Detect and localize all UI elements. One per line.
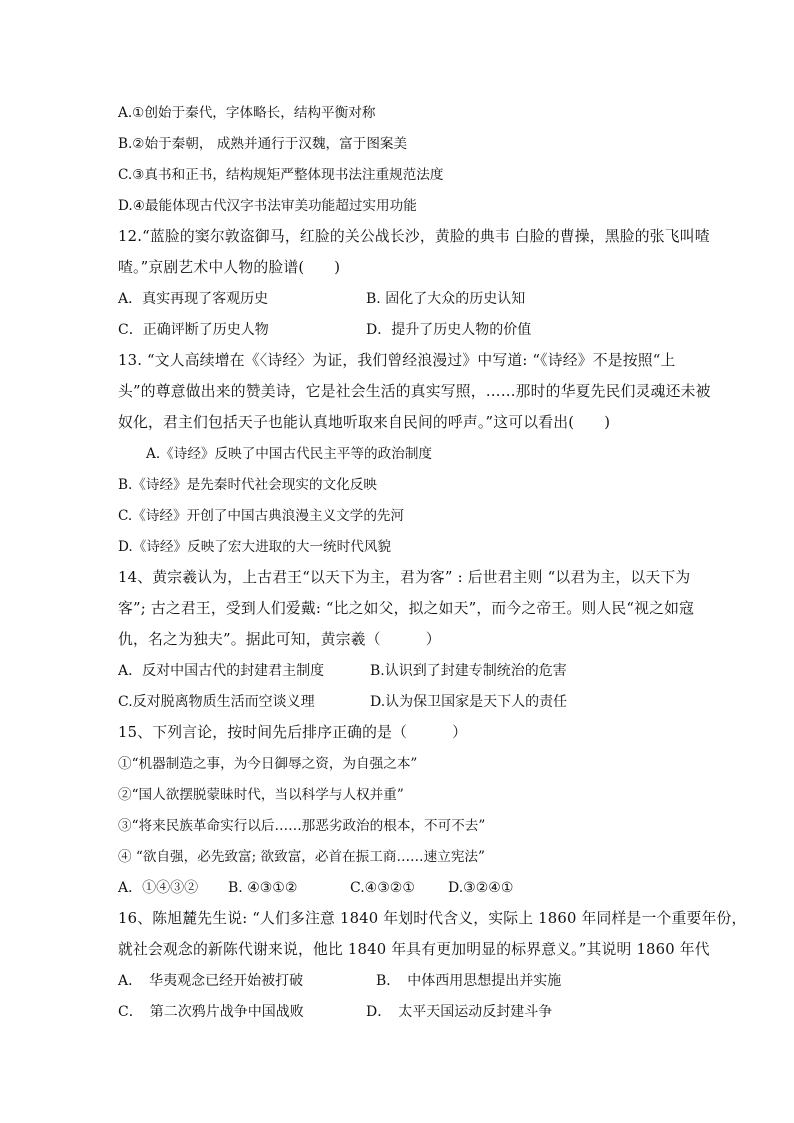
q14-option-c: C.反对脱离物质生活而空谈义理 <box>118 694 315 710</box>
q11-option-d: D.④最能体现古代汉字书法审美功能超过实用功能 <box>118 198 417 214</box>
q14-option-a: A．反对中国古代的封建君主制度 <box>118 663 325 679</box>
q16-stem-line-2: 就社会观念的新陈代谢来说，他比 1840 年具有更加明显的标界意义。”其说明 1860 年代 <box>118 941 710 958</box>
q12-option-c: C．正确评断了历史人物 <box>118 322 269 338</box>
q13-option-a: A.《诗经》反映了中国古代民主平等的政治制度 <box>146 446 433 462</box>
q16-stem-line-1: 16、陈旭麓先生说: “人们多注意 1840 年划时代含义，实际上 1860 年同样是一个重要年份， <box>118 910 747 927</box>
q12-stem-line-1: 12.“蓝脸的窦尔敦盗御马，红脸的关公战长沙，黄脸的典韦 白脸的曹操，黑脸的张飞叫喳 <box>118 228 710 245</box>
q12-options-row-1 <box>118 289 718 309</box>
q16-option-d: D． 太平天国运动反封建斗争 <box>366 1004 553 1020</box>
q14-option-d: D.认为保卫国家是天下人的责任 <box>370 694 568 710</box>
q13-option-c: C.《诗经》开创了中国古典浪漫主义文学的先河 <box>118 508 405 524</box>
q11-option-b: B.②始于秦朝， 成熟并通行于汉魏，富于图案美 <box>118 136 408 152</box>
q14-option-b: B.认识到了封建专制统治的危害 <box>370 663 567 679</box>
q14-options-row-1 <box>118 661 718 681</box>
q12-option-d: D．提升了历史人物的价值 <box>366 322 532 338</box>
q14-stem-line-1: 14、黄宗羲认为，上古君王“以天下为主，君为客” : 后世君主则 “以君为主，以天下为 <box>118 569 691 586</box>
q16-options-row-1 <box>118 971 718 991</box>
q16-options-row-2 <box>118 1002 718 1022</box>
q14-stem-line-2: 客”; 古之君王，受到人们爱戴: “比之如父，拟之如天”，而今之帝王。则人民“视之如寇 <box>118 600 695 617</box>
q15-item-3: ③“将来民族革命实行以后……那恶劣政治的根本，不可不去” <box>118 818 486 834</box>
q15-options-row <box>118 878 718 898</box>
q16-option-a: A． 华夷观念已经开始被打破 <box>118 973 304 989</box>
q12-option-a: A．真实再现了客观历史 <box>118 291 269 307</box>
q12-options-row-2 <box>118 320 718 340</box>
q12-option-b: B. 固化了大众的历史认知 <box>366 291 526 307</box>
q13-option-d: D.《诗经》反映了宏大进取的大一统时代风貌 <box>118 539 392 555</box>
q13-stem-line-3: 奴化，君主们包括天子也能认真地听取来自民间的呼声。”这可以看出( ) <box>118 414 611 431</box>
q15-item-4: ④ “欲自强，必先致富; 欲致富，必首在振工商……速立宪法” <box>118 849 485 865</box>
q12-stem-line-2: 喳。”京剧艺术中人物的脸谱( ) <box>118 259 341 276</box>
q11-option-a: A.①创始于秦代，字体略长，结构平衡对称 <box>118 105 376 121</box>
q15-option-b: B. ④③①② <box>228 880 298 896</box>
q15-item-1: ①“机器制造之事，为今日御辱之资，为自强之本” <box>118 756 418 772</box>
q15-option-a: A．①④③② <box>118 880 199 896</box>
q15-option-d: D.③②④① <box>448 880 514 896</box>
q13-stem-line-2: 头”的尊意做出来的赞美诗，它是社会生活的真实写照，……那时的华夏先民们灵魂还未被 <box>118 383 711 400</box>
q14-stem-line-3: 仇，名之为独夫”。据此可知，黄宗羲（ ） <box>118 631 441 648</box>
q13-option-b: B.《诗经》是先秦时代社会现实的文化反映 <box>118 477 377 493</box>
q11-option-c: C.③真书和正书，结构规矩严整体现书法注重规范法度 <box>118 167 444 183</box>
q16-option-c: C． 第二次鸦片战争中国战败 <box>118 1004 304 1020</box>
q16-option-b: B． 中体西用思想提出并实施 <box>376 973 562 989</box>
q14-options-row-2 <box>118 692 718 712</box>
q15-option-c: C.④③②① <box>350 880 415 896</box>
q15-item-2: ②“国人欲摆脱蒙昧时代，当以科学与人权并重” <box>118 787 404 803</box>
q15-stem-line-1: 15、下列言论，按时间先后排序正确的是（ ） <box>118 724 468 741</box>
q13-stem-line-1: 13. “文人高续增在《〈诗经〉为证，我们曾经浪漫过》中写道: “《诗经》不是按照“上 <box>118 352 676 369</box>
